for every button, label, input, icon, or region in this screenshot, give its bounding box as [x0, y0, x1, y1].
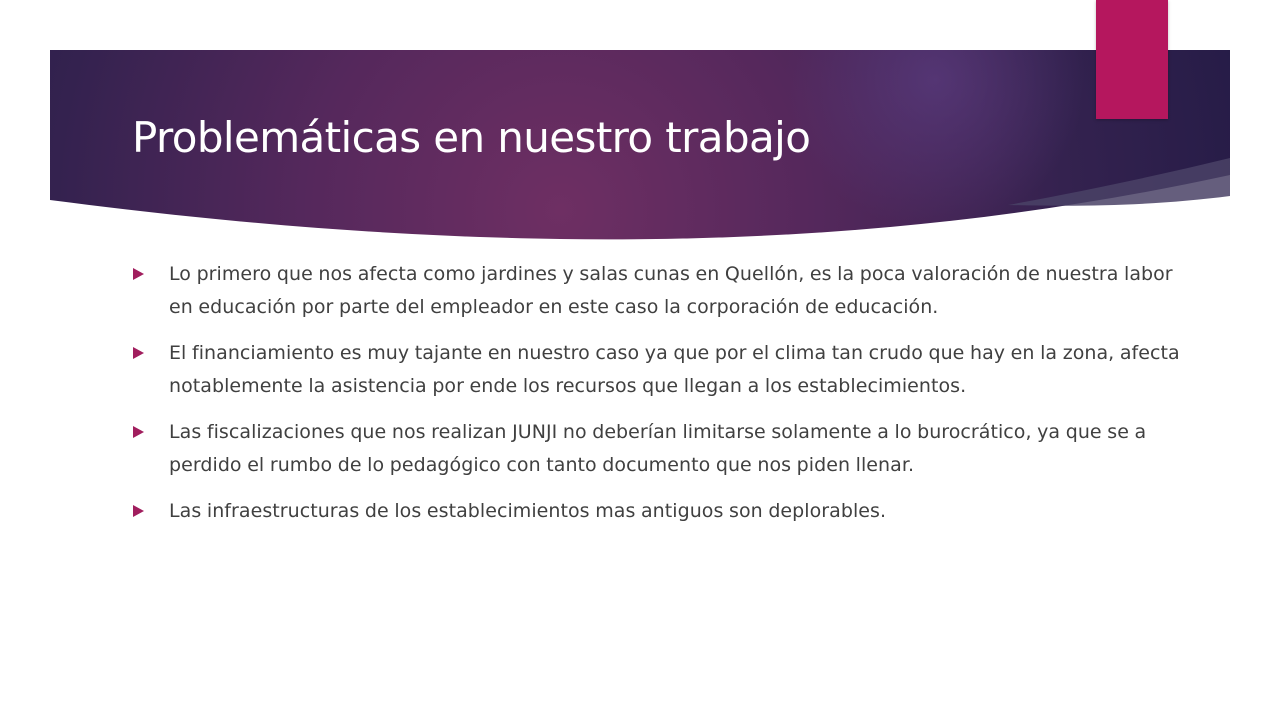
bullet-text: Las fiscalizaciones que nos realizan JUNJI no deberían limitarse solamente a lo burocrático, ya que se a perdido el rumbo de lo pedagógico con tanto documento que nos piden llenar. [169, 421, 1147, 476]
bullet-item [132, 495, 1202, 528]
triangle-right-icon [133, 347, 144, 359]
bullet-item [132, 337, 1202, 402]
slide-title: Problemáticas en nuestro trabajo [132, 113, 811, 162]
bullet-list [132, 258, 1202, 542]
bullet-item [132, 258, 1202, 323]
triangle-right-icon [133, 505, 144, 517]
accent-tab [1096, 0, 1168, 119]
bullet-text: Las infraestructuras de los establecimientos mas antiguos son deplorables. [169, 500, 887, 522]
bullet-text: Lo primero que nos afecta como jardines y salas cunas en Quellón, es la poca valoración de nuestra labor en educación por parte del empleador en este caso la corporación de educación. [169, 263, 1173, 318]
bullet-text: El financiamiento es muy tajante en nuestro caso ya que por el clima tan crudo que hay en la zona, afecta notablemente la asistencia por ende los recursos que llegan a los establecimientos. [169, 342, 1180, 397]
triangle-right-icon [133, 268, 144, 280]
triangle-right-icon [133, 426, 144, 438]
bullet-item [132, 416, 1202, 481]
